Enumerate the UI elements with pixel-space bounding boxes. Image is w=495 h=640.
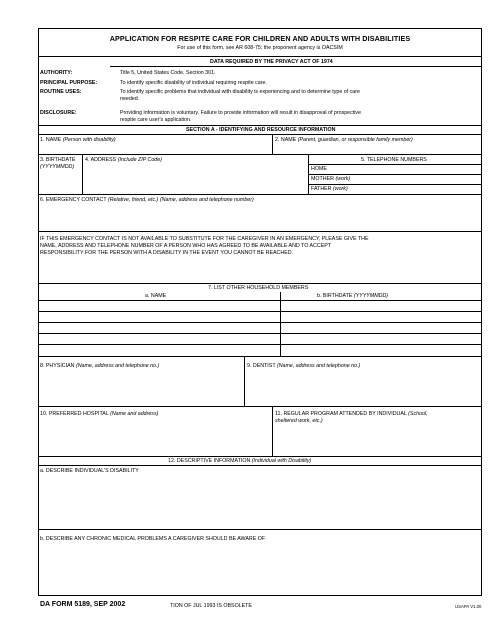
address-input[interactable] [83,164,307,193]
routine-text-1: To identify specific problems that individual with disability is experiencing and to determine type of care [120,89,360,95]
phone-father-label: FATHER (work) [311,186,348,192]
household-birthdate-input[interactable] [281,301,481,311]
edition-note: TION OF JUL 1993 IS OBSOLETE [170,603,252,609]
physician-input[interactable] [39,371,243,405]
routine-text-2: needed. [120,96,140,102]
form-header [38,28,482,58]
phone-mother-label: MOTHER (work) [311,176,351,182]
phone-home-label: HOME [311,166,327,172]
household-name-input[interactable] [39,345,279,355]
name-guardian-input[interactable] [273,143,481,153]
notice-line-2: NAME, ADDRESS AND TELEPHONE NUMBER OF A PERSON WHO HAS AGREED TO BE AVAILABLE AND TO ACCEPT [40,243,332,249]
field-2-label: 2. NAME (Parent, guardian, or responsible family member) [275,137,413,143]
divider [38,231,482,232]
notice-line-3: RESPONSIBILITY FOR THE PERSON WITH A DISABILITY IN THE EVENT YOU CANNOT BE REACHED. [40,250,294,256]
divider [38,465,482,466]
field-7b-label: b. BIRTHDATE (YYYYMMDD) [317,293,389,299]
field-12a-label: a. DESCRIBE INDIVIDUAL'S DISABILITY [40,468,139,474]
field-10-label: 10. PREFERRED HOSPITAL (Name and address) [40,411,159,417]
divider [38,194,482,195]
authority-text: Title 5, United States Code, Section 301. [120,70,216,76]
field-9-label: 9. DENTIST (Name, address and telephone no.) [247,363,361,369]
notice-line-1: IF THIS EMERGENCY CONTACT IS NOT AVAILABLE TO SUBSTITUTE FOR THE CAREGIVER IN AN EMERGENCY, PLEASE GIVE THE [40,236,369,242]
section-a-header: SECTION A - IDENTIFYING AND RESOURCE INFORMATION [186,127,336,133]
form-number: DA FORM 5189, SEP 2002 [40,601,126,608]
principal-label: PRINCIPAL PURPOSE: [40,80,98,86]
medical-problems-input[interactable] [39,544,481,594]
version-label: USAPA V1.00 [455,604,482,609]
field-6-label: 6. EMERGENCY CONTACT (Relative, friend, etc.) (Name, address and telephone number) [40,197,254,203]
name-person-input[interactable] [39,143,271,153]
phone-mother-input[interactable] [345,175,480,183]
household-birthdate-input[interactable] [281,312,481,322]
field-3-hint: (YYYYMMDD) [40,164,75,170]
household-name-input[interactable] [39,301,279,311]
hospital-input[interactable] [39,420,271,455]
household-birthdate-input[interactable] [281,323,481,333]
emergency-contact-input[interactable] [39,205,481,230]
dentist-input[interactable] [245,371,481,405]
divider [110,66,482,67]
household-birthdate-input[interactable] [281,334,481,344]
phone-home-input[interactable] [330,165,480,173]
field-8-label: 8. PHYSICIAN (Name, address and telephone no.) [40,363,160,369]
birthdate-input[interactable] [39,171,81,193]
disclosure-text-1: Providing information is voluntary. Failure to provide information will result in disapproval of prospective [120,110,362,116]
alternate-contact-input[interactable] [39,258,481,282]
divider [38,356,482,357]
field-12b-label: b. DESCRIBE ANY CHRONIC MEDICAL PROBLEMS A CAREGIVER SHOULD BE AWARE OF [40,536,266,542]
divider [38,154,482,155]
divider [38,406,482,407]
disclosure-text-2: respite care user's application. [120,117,192,123]
household-name-input[interactable] [39,312,279,322]
disclosure-label: DISCLOSURE: [40,110,77,116]
divider [38,283,482,284]
field-7-label: 7. LIST OTHER HOUSEHOLD MEMBERS [208,285,309,291]
field-7a-label: a. NAME [145,293,167,299]
authority-label: AUTHORITY: [40,70,73,76]
field-5-label: 5. TELEPHONE NUMBERS [361,157,427,163]
field-12-label: 12. DESCRIPTIVE INFORMATION (Individual with Disability) [168,458,312,464]
field-4-label: 4. ADDRESS (Include ZIP Code) [85,157,162,163]
phone-father-input[interactable] [345,185,480,193]
principal-text: To identify specific disability of individual requiring respite care. [120,80,267,86]
field-1-label: 1. NAME (Person with disability) [40,137,116,143]
divider [38,134,482,135]
field-3-label: 3. BIRTHDATE [40,157,76,163]
household-birthdate-input[interactable] [281,345,481,355]
form-subtitle: For use of this form, see AR 608-75; the proponent agency is OACSIM [177,45,343,51]
form-title: APPLICATION FOR RESPITE CARE FOR CHILDREN AND ADULTS WITH DISABILITIES [109,34,411,43]
household-name-input[interactable] [39,323,279,333]
disability-description-input[interactable] [39,476,481,528]
field-11-label: 11. REGULAR PROGRAM ATTENDED BY INDIVIDUAL (School, [275,411,428,417]
routine-label: ROUTINE USES: [40,89,82,95]
divider [38,56,482,57]
divider [38,125,482,126]
field-11-hint: sheltered work, etc.) [275,418,323,424]
privacy-header: DATA REQUIRED BY THE PRIVACY ACT OF 1974 [210,59,333,65]
household-name-input[interactable] [39,334,279,344]
divider [38,456,482,457]
program-input[interactable] [273,426,481,455]
divider [38,529,482,530]
